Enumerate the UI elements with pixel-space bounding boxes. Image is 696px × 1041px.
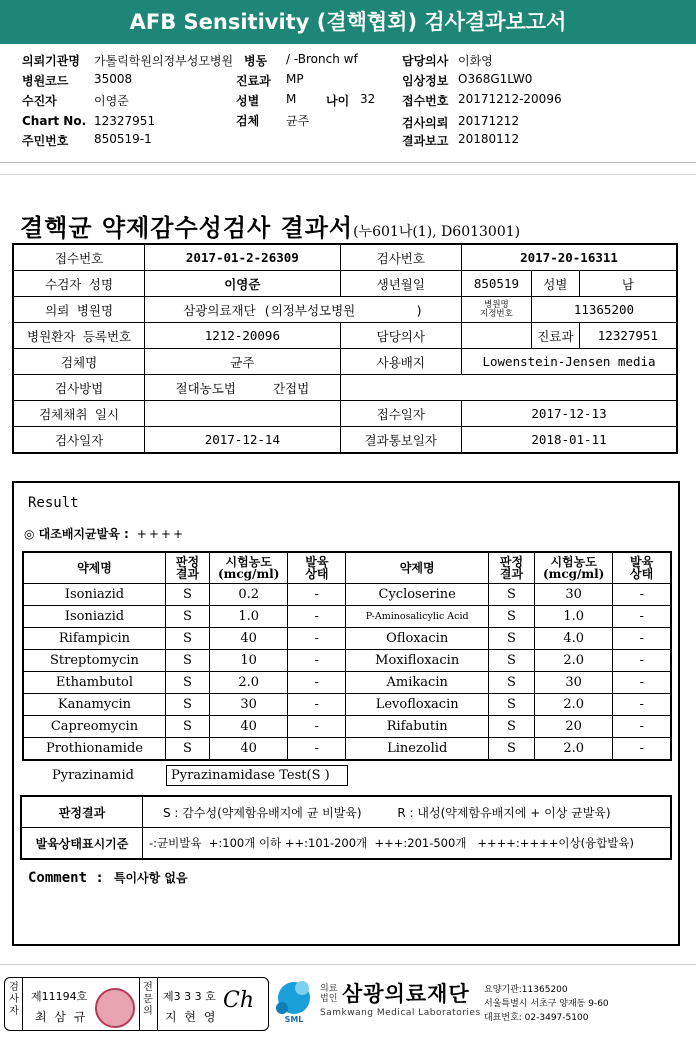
patient-value: 이영준 — [145, 271, 340, 297]
table-row — [23, 694, 671, 716]
dob-value: 850519 — [462, 271, 532, 297]
drug-name: Ofloxacin — [346, 628, 488, 650]
label-requesting-institution: 의뢰기관명 — [22, 54, 80, 68]
concentration: 20 — [535, 716, 613, 738]
judge: S — [165, 694, 209, 716]
drug-name: Kanamycin — [23, 694, 165, 716]
label-specimen: 검체 — [236, 114, 260, 128]
control-growth — [24, 525, 185, 542]
attending: 이화영 — [458, 54, 493, 68]
growth: - — [288, 584, 346, 606]
registration-label: 병원환자 등록번호 — [13, 323, 145, 349]
judge: S — [488, 584, 534, 606]
control-growth-value: ++++ — [136, 527, 185, 541]
judge-resistant: R : 내성(약제함유배지에 + 이상 균발육) — [397, 805, 611, 820]
seal-stamp-icon — [95, 988, 135, 1028]
growth: - — [288, 694, 346, 716]
header-growth: 발육 상태 — [288, 552, 346, 584]
comment-text: 특이사항 없음 — [113, 871, 188, 885]
resident-no: 850519-1 — [94, 132, 152, 146]
test-no-label: 검사번호 — [340, 244, 462, 271]
drug-name: P-Aminosalicylic Acid — [346, 606, 488, 628]
drug-name: Moxifloxacin — [346, 650, 488, 672]
header-drug: 약제명 — [346, 552, 488, 584]
divider — [139, 978, 140, 1030]
drug-name: Ethambutol — [23, 672, 165, 694]
concentration: 2.0 — [210, 672, 288, 694]
examiner-name: 최 삼 규 — [35, 1010, 88, 1024]
result-report-date: 20180112 — [458, 132, 520, 146]
specimen-label: 검체명 — [13, 349, 145, 375]
signature: Ch — [223, 988, 255, 1013]
sml-logo-icon — [272, 978, 316, 1026]
document-code: (누601나(1), D6013001) — [353, 224, 521, 240]
signature-box — [4, 977, 269, 1031]
judge-criteria — [143, 796, 672, 828]
growth-criteria-label: 발육상태표시기준 — [21, 828, 143, 860]
clinical-info: O368G1LW0 — [458, 72, 533, 86]
document-title-text: 결핵균 약제감수성검사 결과서 — [20, 213, 354, 242]
susceptibility-table — [22, 551, 672, 761]
document-title — [20, 208, 520, 243]
dob-label: 생년월일 — [340, 271, 462, 297]
result-title: Result — [28, 495, 79, 511]
collect-label: 검체채취 일시 — [13, 401, 145, 427]
concentration: 2.0 — [535, 738, 613, 761]
brand-subtitle: Samkwang Medical Laboratories — [320, 1008, 481, 1018]
growth: - — [288, 738, 346, 761]
growth: - — [613, 672, 671, 694]
footer — [0, 974, 696, 1041]
growth: - — [613, 606, 671, 628]
drug-name: Isoniazid — [23, 606, 165, 628]
requesting-institution: 가톨릭학원의정부성모병원 — [94, 54, 234, 68]
drug-name: Capreomycin — [23, 716, 165, 738]
method-indirect: 간접법 — [272, 380, 310, 396]
header-drug: 약제명 — [23, 552, 165, 584]
divider — [22, 978, 23, 1030]
label-hospital-code: 병원코드 — [22, 74, 69, 88]
test-info-table — [12, 243, 678, 454]
divider — [0, 964, 696, 965]
judge: S — [488, 672, 534, 694]
specialist-label: 전 문 의 — [143, 982, 153, 1017]
drug-name: Streptomycin — [23, 650, 165, 672]
method-label: 검사방법 — [13, 375, 145, 401]
method-value — [145, 375, 340, 401]
address: 서울특별시 서초구 양재동 9-60 — [484, 999, 609, 1009]
label-age: 나이 — [326, 94, 350, 108]
drug-name: Prothionamide — [23, 738, 165, 761]
hospital-code-value: 11365200 — [531, 297, 677, 323]
concentration: 2.0 — [535, 694, 613, 716]
doctor-value — [462, 323, 532, 349]
drug-name: Isoniazid — [23, 584, 165, 606]
concentration: 0.2 — [210, 584, 288, 606]
concentration: 1.0 — [210, 606, 288, 628]
medium-value: Lowenstein-Jensen media — [462, 349, 677, 375]
brand-name: 삼광의료재단 — [342, 982, 470, 1006]
hospital-code: 35008 — [94, 72, 133, 86]
pyrazinamid-label: Pyrazinamid — [52, 768, 134, 783]
chart-no: 12327951 — [94, 114, 156, 128]
judge: S — [165, 738, 209, 761]
growth: - — [288, 628, 346, 650]
brand-block — [320, 976, 692, 1032]
divider — [157, 978, 158, 1030]
concentration: 30 — [535, 672, 613, 694]
concentration: 40 — [210, 628, 288, 650]
dept-label: 진료과 — [531, 323, 579, 349]
header-judge: 판정 결과 — [488, 552, 534, 584]
growth: - — [613, 694, 671, 716]
label-clinical-info: 임상정보 — [402, 74, 449, 88]
divider — [0, 174, 696, 175]
method-absolute: 절대농도법 — [175, 380, 236, 396]
sex-label: 성별 — [531, 271, 579, 297]
growth: - — [288, 650, 346, 672]
divider — [0, 162, 696, 163]
table-row — [23, 650, 671, 672]
header-conc: 시험농도 (mcg/ml) — [535, 552, 613, 584]
reception-no: 20171212-20096 — [458, 92, 562, 106]
concentration: 4.0 — [535, 628, 613, 650]
label-chart-no: Chart No. — [22, 114, 87, 128]
control-growth-label: ◎ 대조배지균발육 : — [24, 527, 129, 541]
label-reception-no: 접수번호 — [402, 94, 449, 108]
drug-name: Amikacin — [346, 672, 488, 694]
judge: S — [165, 628, 209, 650]
concentration: 1.0 — [535, 606, 613, 628]
table-row — [23, 606, 671, 628]
comment — [28, 869, 188, 886]
care-code: 요양기관:11365200 — [484, 985, 568, 995]
concentration: 10 — [210, 650, 288, 672]
label-ward: 병동 — [244, 54, 268, 68]
specialist-license: 제3 3 3 호 — [163, 990, 216, 1003]
patient-label: 수검자 성명 — [13, 271, 145, 297]
specialist-vertical-label — [141, 982, 155, 1018]
notify-label: 결과통보일자 — [340, 427, 462, 454]
growth-criteria: -:균비발육 +:100개 이하 ++:101-200개 +++:201-500개 ++++:++++이상(융합발육) — [143, 828, 672, 860]
collect-value — [145, 401, 340, 427]
sex-value: 남 — [579, 271, 677, 297]
result-box — [12, 481, 680, 946]
examiner-vertical-label — [7, 982, 21, 1018]
pyrazinamid-row — [20, 765, 348, 786]
report-title-bar — [0, 0, 696, 44]
judge: S — [165, 584, 209, 606]
phone: 대표번호: 02-3497-5100 — [484, 1013, 589, 1023]
label-resident-no: 주민번호 — [22, 134, 69, 148]
growth: - — [613, 584, 671, 606]
drug-name: Rifabutin — [346, 716, 488, 738]
concentration: 2.0 — [535, 650, 613, 672]
growth: - — [613, 738, 671, 761]
concentration: 40 — [210, 738, 288, 761]
drug-name: Levofloxacin — [346, 694, 488, 716]
judge-criteria-label: 판정결과 — [21, 796, 143, 828]
corp-label: 의료 법인 — [320, 984, 338, 1004]
hospital-code-label: 병원명 지정번호 — [462, 297, 532, 323]
label-department: 진료과 — [236, 74, 271, 88]
judge: S — [488, 606, 534, 628]
growth: - — [288, 716, 346, 738]
drug-name: Cycloserine — [346, 584, 488, 606]
examiner-label: 검 사 자 — [9, 982, 19, 1017]
test-date-value: 2017-12-14 — [145, 427, 340, 454]
growth: - — [613, 650, 671, 672]
report-title: AFB Sensitivity (결핵협회) 검사결과보고서 — [129, 10, 567, 34]
comment-label: Comment : — [28, 870, 104, 886]
test-request-date: 20171212 — [458, 114, 520, 128]
reception-no-label: 접수번호 — [13, 244, 145, 271]
label-test-request: 검사의뢰 — [402, 116, 449, 130]
specimen: 균주 — [286, 114, 310, 128]
judge: S — [165, 672, 209, 694]
age: 32 — [360, 92, 376, 106]
test-no-value: 2017-20-16311 — [462, 244, 677, 271]
judge: S — [488, 650, 534, 672]
method-empty — [340, 375, 677, 401]
receive-label: 접수일자 — [340, 401, 462, 427]
examiner-license: 제11194호 — [31, 990, 88, 1003]
growth: - — [288, 606, 346, 628]
receive-value: 2017-12-13 — [462, 401, 677, 427]
pyrazinamid-value: Pyrazinamidase Test(S ) — [167, 766, 348, 786]
registration-value: 1212-20096 — [145, 323, 340, 349]
table-row — [23, 584, 671, 606]
growth: - — [613, 628, 671, 650]
test-date-label: 검사일자 — [13, 427, 145, 454]
label-patient: 수진자 — [22, 94, 57, 108]
label-attending: 담당의사 — [402, 54, 449, 68]
notify-value: 2018-01-11 — [462, 427, 677, 454]
hospital-label: 의뢰 병원명 — [13, 297, 145, 323]
dept-value: 12327951 — [579, 323, 677, 349]
growth: - — [288, 672, 346, 694]
judge: S — [488, 716, 534, 738]
table-row — [23, 672, 671, 694]
doctor-label: 담당의사 — [340, 323, 462, 349]
judge: S — [165, 716, 209, 738]
hospital-value: 삼광의료재단 (의정부성모병원 ) — [145, 297, 462, 323]
judge: S — [488, 628, 534, 650]
judge: S — [488, 694, 534, 716]
judge-susceptible: S : 감수성(약제함유배지에 균 비발육) — [163, 805, 362, 820]
reception-no-value: 2017-01-2-26309 — [145, 244, 340, 271]
drug-name: Linezolid — [346, 738, 488, 761]
legend-table — [20, 795, 672, 860]
concentration: 30 — [210, 694, 288, 716]
sex: M — [286, 92, 297, 106]
table-row — [23, 738, 671, 761]
table-row — [23, 716, 671, 738]
growth: - — [613, 716, 671, 738]
header-judge: 판정 결과 — [165, 552, 209, 584]
medium-label: 사용배지 — [340, 349, 462, 375]
ward: / -Bronch wf — [286, 52, 358, 66]
label-result-report: 결과보고 — [402, 134, 449, 148]
drug-name: Rifampicin — [23, 628, 165, 650]
judge: S — [165, 606, 209, 628]
label-sex: 성별 — [236, 94, 260, 108]
patient-name: 이영준 — [94, 94, 129, 108]
judge: S — [165, 650, 209, 672]
judge: S — [488, 738, 534, 761]
header-conc: 시험농도 (mcg/ml) — [210, 552, 288, 584]
table-row — [23, 628, 671, 650]
logo-text: SML — [284, 1015, 304, 1024]
specialist-name: 지 현 영 — [165, 1010, 218, 1024]
concentration: 40 — [210, 716, 288, 738]
concentration: 30 — [535, 584, 613, 606]
specimen-value: 균주 — [145, 349, 340, 375]
header-growth: 발육 상태 — [613, 552, 671, 584]
department: MP — [286, 72, 304, 86]
